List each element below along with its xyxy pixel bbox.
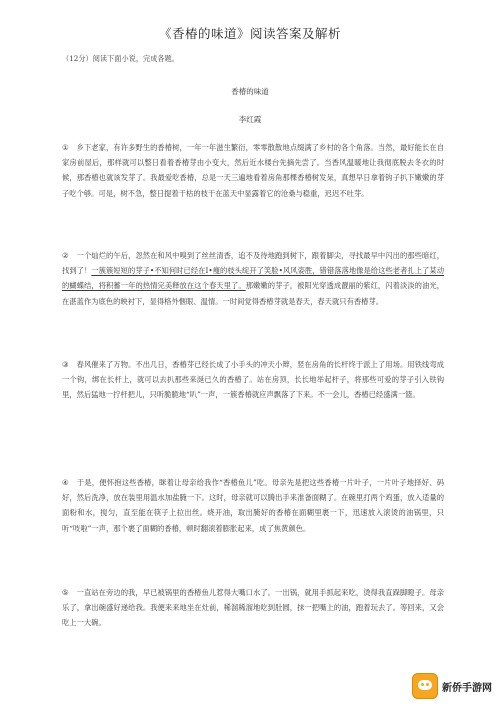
watermark-text: 新侨手游网	[442, 682, 492, 694]
paragraph-text: 春风催来了万物。不出几日，香椿芽已经长成了小手头的冲天小辫，竖在房角的长杆终于派上了用场。用铁线弯成一个钩，绑在长杆上，就可以去扒那些来涎已久的香椿了。站在房顶，长长地举起杆子，将那些可爱的芽子引入铁钩里，然后猛地一拧杆把儿，只听脆脆地“叭”一声，一簇香椿就应声飘落了下来。不一会儿，香椿已经盛满一篮。	[62, 360, 444, 400]
paragraph-1	[62, 140, 444, 201]
paragraph-5	[62, 585, 444, 631]
story-author: 李红霞	[238, 115, 262, 124]
underlined-passage: 一簇簇短短的芽子•不知何时已经在Ⅰ•瘦的枝头绽开了笑脸•风风姿胜，错错落落地像是给这些老者扎上了某动的蝴蝶结，将积蓄一年的热情完美释放在这个春天里了。	[62, 266, 445, 291]
paragraph-text: 那嫩嫩的芽子，被阳光穿透成靓丽的紫红，闪着淡淡的油光，在湛蓝作为底色的映衬下，显得格外惬眼、温情。一时间觉得香椿芽就是春天，春天就只有香椿芽。	[62, 281, 445, 306]
paragraph-4	[62, 475, 444, 536]
paragraph-text: 乡下老家，有许多野生的香椿树，一年一年滋生繁衍，零零散散地点缀满了乡村的各个角落。当然，最好能长在自家房前屋后，那样就可以整日看着香椿芽由小变大，然后近水楼台先摘先尝了。当香风温暖地让我彻底脱去冬衣的时候，那香椿也就该发芽了。我最爱吃香椿，总是一天三遍地看着房角那棵香椿树发呆，真想早日拿着钩子扒下嫩嫩的芽子吃个够。可是，树不急，整日提着干枯的枝干在蓝天中显露着它的沧桑与稳重，迟迟不吐芽。	[62, 143, 444, 198]
paragraph-3	[62, 357, 444, 403]
paragraph-2	[62, 248, 444, 309]
paragraph-number: ②	[62, 251, 69, 260]
document-title: 《香椿的味道》阅读答案及解析	[158, 26, 341, 41]
paragraph-text: 一直站在旁边的我，早已被锅里的香椿鱼儿惹得大嘴口水了。一出锅，就用手抓起来吃，烫得我直跺脚瞪子。母亲乐了，拿出碗盛好递给我。我便来来地坐在灶前，稀溜稀溜地吃到肚圆，抹一把嘴上的油，跑着玩去了。等回来，又会吃上一大碗。	[62, 588, 444, 628]
paragraph-number: ①	[62, 143, 69, 152]
paragraph-text: 一个灿烂的午后，忽然在和风中嗅到了丝丝清香，追不及待地跑到树下，跟着脚尖，寻找最早中闪出的那些暗红，找到了！	[62, 251, 444, 276]
question-prompt: （12分）阅读下面小说，完成各题。	[62, 54, 179, 63]
story-title: 香椿的味道	[231, 87, 269, 96]
paragraph-number: ④	[62, 478, 69, 487]
site-watermark[interactable]	[400, 671, 492, 701]
paragraph-text: 于是，便怀抱这些香椿，眯着让母亲给我作“香椿鱼儿”吃。母亲先是把这些香椿一片叶子，一片叶子地择好、码好，然后洗净，放在装里用温水加盐腌一下。这时，母亲就可以腾出手来准备面糊了。在碗里打两个鸡蛋，放入适量的面粉和水，搅匀，直至能在筷子上拉出丝。烧开油，取出腌好的香椿在面糊里裹一下，迅速放入滚烫的油锅里，只听“吱啦”一声，那个裹了面糊的香椿，顿时翻滚着膨胀起来，成了焦黄颜色。	[62, 478, 444, 533]
paragraph-number: ③	[62, 360, 69, 369]
controller-logo-icon	[412, 673, 438, 699]
paragraph-number: ⑤	[62, 588, 69, 597]
